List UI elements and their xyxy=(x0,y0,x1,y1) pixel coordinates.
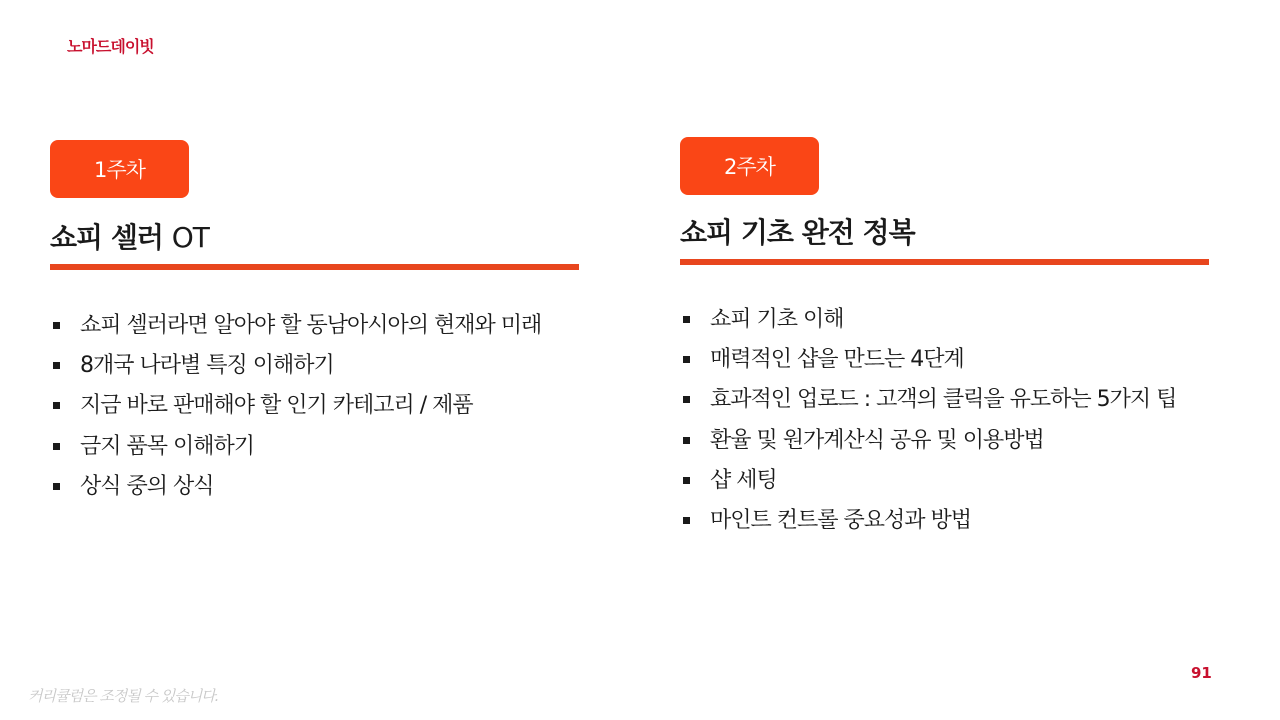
week-2-title xyxy=(680,215,1210,251)
square-bullet-icon xyxy=(683,396,690,403)
week-1-section xyxy=(50,140,580,507)
week-2-title-rule xyxy=(680,259,1209,265)
list-item-text: 효과적인 업로드 : 고객의 클릭을 유도하는 5가지 팁 xyxy=(710,387,1177,413)
square-bullet-icon xyxy=(683,477,690,484)
week-1-badge: 1주차 xyxy=(50,140,189,198)
list-item-text: 매력적인 샵을 만드는 4단계 xyxy=(710,347,964,373)
list-item xyxy=(680,421,1210,461)
week-2-badge: 2주차 xyxy=(680,137,819,195)
list-item-text: 쇼피 기초 이해 xyxy=(710,307,844,332)
week-1-title xyxy=(50,220,580,256)
list-item-text: 쇼피 셀러라면 알아야 할 동남아시아의 현재와 미래 xyxy=(80,313,542,338)
list-item-text: 금지 품목 이해하기 xyxy=(80,433,255,459)
list-item-text: 상식 중의 상식 xyxy=(80,473,214,499)
list-item xyxy=(680,380,1210,420)
list-item-text: 마인트 컨트롤 중요성과 방법 xyxy=(710,507,972,533)
list-item xyxy=(680,300,1210,340)
week-2-title-text: 쇼피 기초 완전 정복 xyxy=(680,216,915,249)
list-item-text: 샵 세팅 xyxy=(710,467,777,493)
week-2-topic-list xyxy=(680,300,1210,541)
list-item-text: 지금 바로 판매해야 할 인기 카테고리 / 제품 xyxy=(80,393,473,419)
list-item xyxy=(50,346,580,386)
brand-logo: 노마드데이빗 xyxy=(67,37,154,56)
week-2-section xyxy=(680,137,1210,541)
square-bullet-icon xyxy=(683,316,690,323)
square-bullet-icon xyxy=(53,443,60,450)
curriculum-footnote: 커리큘럼은 조정될 수 있습니다. xyxy=(28,687,219,705)
list-item xyxy=(680,461,1210,501)
square-bullet-icon xyxy=(683,356,690,363)
list-item xyxy=(680,501,1210,541)
list-item-text: 환율 및 원가계산식 공유 및 이용방법 xyxy=(710,427,1044,453)
list-item xyxy=(50,386,580,426)
list-item xyxy=(50,306,580,346)
week-1-topic-list xyxy=(50,306,580,507)
list-item xyxy=(50,467,580,507)
page-number: 91 xyxy=(1191,664,1212,682)
week-1-title-rule xyxy=(50,264,579,270)
square-bullet-icon xyxy=(53,322,60,329)
square-bullet-icon xyxy=(683,517,690,524)
square-bullet-icon xyxy=(53,402,60,409)
list-item-text: 8개국 나라별 특징 이해하기 xyxy=(80,353,334,379)
week-1-title-text: 쇼피 셀러 xyxy=(50,221,163,254)
list-item xyxy=(680,340,1210,380)
square-bullet-icon xyxy=(683,437,690,444)
square-bullet-icon xyxy=(53,483,60,490)
list-item xyxy=(50,427,580,467)
square-bullet-icon xyxy=(53,362,60,369)
week-1-title-suffix: OT xyxy=(171,221,209,254)
